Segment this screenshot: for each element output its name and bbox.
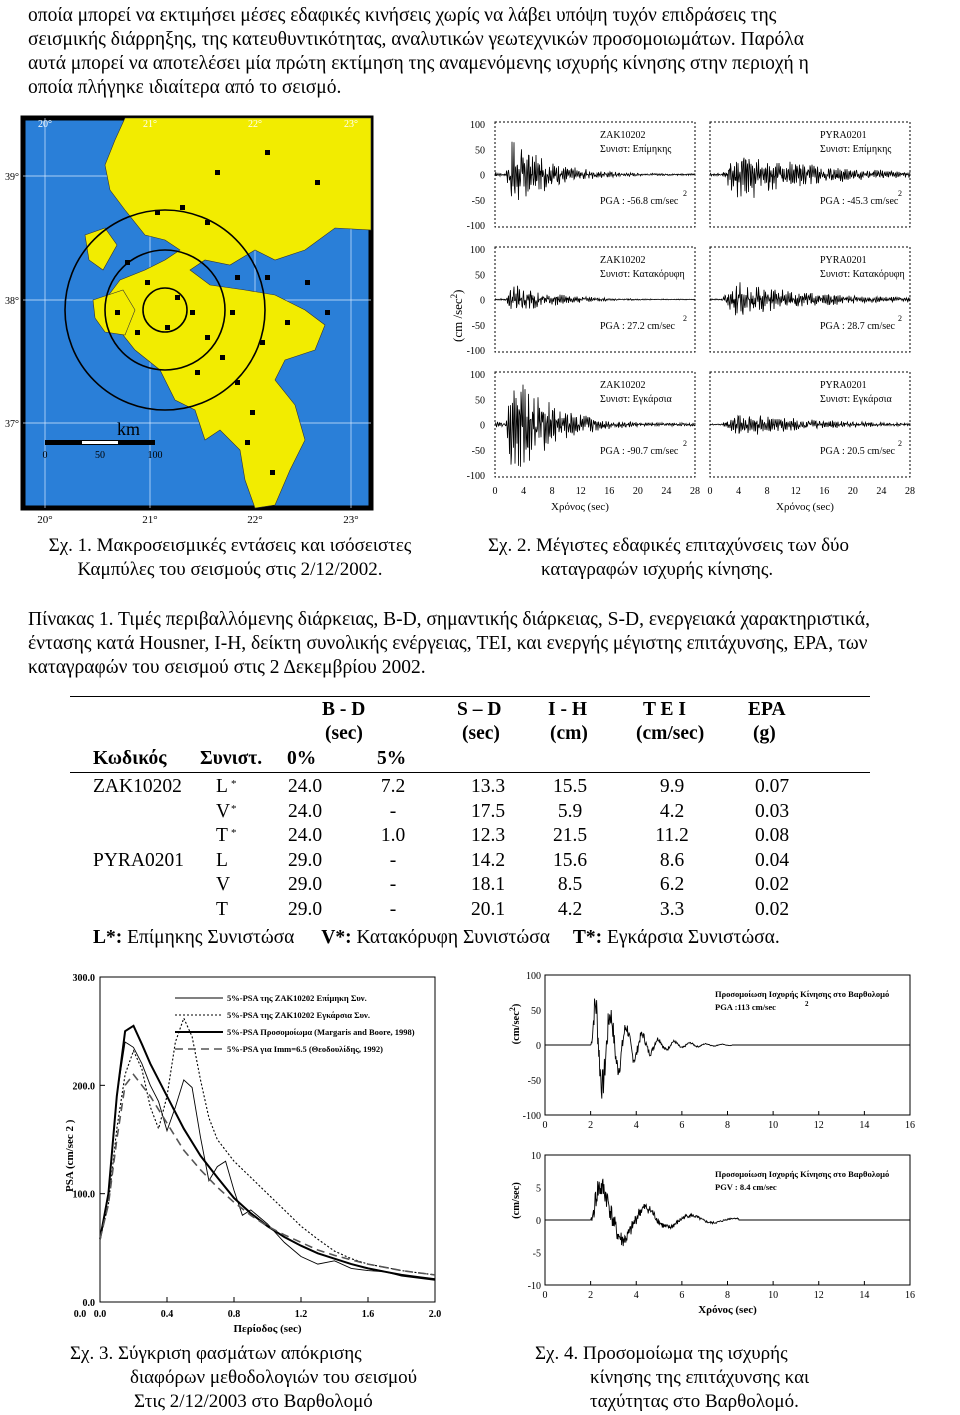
panel-component: Συνιστ: Κατακόρυφη bbox=[820, 269, 905, 280]
fig2-ytick: 100 bbox=[470, 245, 485, 256]
svg-text:20°: 20° bbox=[37, 514, 53, 526]
accelerogram-panel bbox=[710, 247, 910, 352]
svg-text:20°: 20° bbox=[38, 119, 52, 130]
psa-series-line bbox=[100, 1018, 435, 1275]
col-code: Κωδικός bbox=[93, 748, 167, 769]
cell-code: PYRA0201 bbox=[93, 849, 185, 871]
cell-star: * bbox=[231, 827, 237, 840]
simulation-xtick: 4 bbox=[633, 1290, 639, 1301]
panel-station: PYRA0201 bbox=[820, 255, 867, 266]
cell-bd0: 24.0 bbox=[288, 776, 323, 797]
fig4-caption-line-2: κίνησης της επιτάχυνσης και bbox=[590, 1367, 810, 1388]
simulation-ytick: -5 bbox=[532, 1248, 541, 1260]
fig2-ytick: 0 bbox=[480, 295, 485, 307]
fig2-xlabel-left: Χρόνος (sec) bbox=[551, 501, 609, 513]
simulation-ytick: -100 bbox=[522, 1111, 541, 1122]
simulation-ytick: 5 bbox=[536, 1183, 541, 1195]
col-sd: S – D bbox=[457, 699, 502, 720]
accelerogram-panel bbox=[495, 122, 695, 227]
table-caption-line-1: Πίνακας 1. Τιμές περιβαλλόμενης διάρκειας, B-D, σημαντικής διάρκειας, S-D, ενεργειακά χαρακτηριστικά, bbox=[28, 609, 870, 630]
fig2-xtick: 4 bbox=[736, 486, 742, 497]
fig1-caption-line-1: Σχ. 1. Μακροσεισμικές εντάσεις και ισόσειστες bbox=[48, 535, 412, 556]
table-row bbox=[0, 824, 960, 849]
fig2-xtick: 8 bbox=[764, 486, 770, 497]
fig2-ylabel: (cm $/\sec^2$) bbox=[449, 289, 465, 342]
cell-sd: 14.2 bbox=[470, 849, 506, 871]
cell-sd: 17.5 bbox=[470, 800, 506, 822]
cell-comp: L bbox=[216, 776, 228, 797]
cell-ih: 5.9 bbox=[557, 800, 583, 822]
cell-comp: T bbox=[216, 825, 228, 847]
accelerogram-figure bbox=[440, 112, 940, 522]
fig2-ytick: 0 bbox=[480, 420, 485, 432]
fig3-xtick-label: 0.4 bbox=[160, 1309, 174, 1320]
accelerogram-panel bbox=[710, 372, 910, 477]
table-row bbox=[0, 898, 960, 923]
fig2-xtick: 28 bbox=[690, 486, 700, 497]
fig2-xtick: 8 bbox=[549, 486, 555, 497]
accelerogram-panel bbox=[495, 247, 695, 352]
fig2-ytick: 100 bbox=[470, 370, 485, 381]
fig2-xtick: 4 bbox=[521, 486, 527, 497]
table-legend bbox=[93, 926, 780, 951]
fig2-caption-line-1: Σχ. 2. Μέγιστες εδαφικές επιταχύνσεις των δύο bbox=[488, 535, 849, 556]
fig2-xtick: 12 bbox=[790, 486, 801, 497]
panel-pga: PGA : -45.3 cm/sec bbox=[820, 196, 899, 207]
fig2-xtick: 20 bbox=[847, 486, 858, 497]
cell-comp: V bbox=[216, 874, 231, 896]
table-caption-line-3: καταγραφών του σεισμού στις 2 Δεκεμβρίου 2002. bbox=[28, 657, 426, 678]
fig3-xtick-label: 1.2 bbox=[294, 1309, 308, 1320]
legend-entry: 5%-PSA της ZAK10202 Επίμηκη Συν. bbox=[227, 993, 367, 1003]
fig3-ytick-label: 0.0 bbox=[82, 1298, 95, 1309]
accelerogram-panels bbox=[467, 120, 915, 497]
fig2-ytick: -100 bbox=[466, 346, 485, 357]
legend-l-key: L*: bbox=[93, 927, 123, 948]
fig2-ytick: 50 bbox=[475, 395, 485, 407]
cell-ih: 15.6 bbox=[552, 849, 588, 871]
fig2-ytick: -50 bbox=[471, 195, 485, 207]
cell-ih: 8.5 bbox=[557, 874, 583, 896]
fig3-xtick-label: 1.6 bbox=[361, 1309, 375, 1320]
accelerogram-trace bbox=[495, 286, 695, 309]
map-lon-bottom bbox=[37, 514, 358, 526]
fig3-caption-line-2: διαφόρων μεθοδολογιών του σεισμού bbox=[130, 1367, 418, 1388]
simulation-xtick: 2 bbox=[588, 1290, 594, 1301]
fig3-plot-frame bbox=[100, 977, 435, 1302]
cell-tei: 8.6 bbox=[659, 849, 685, 871]
cell-bd0: 29.0 bbox=[288, 874, 323, 896]
simulation-figure bbox=[505, 960, 945, 1325]
fig1-caption-line-2: Καμπύλες του σεισμούς στις 2/12/2002. bbox=[77, 559, 383, 580]
fig2-ytick: 0 bbox=[480, 170, 485, 182]
fig3-xtick-label-extra: 0.0 bbox=[73, 1309, 87, 1320]
svg-text:22°: 22° bbox=[247, 514, 263, 526]
cell-epa: 0.03 bbox=[754, 800, 790, 822]
isoseismal-map bbox=[5, 110, 375, 530]
fig2-xtick: 12 bbox=[575, 486, 586, 497]
simulation-ylabel: (cm/sec) bbox=[511, 1182, 522, 1219]
svg-text:21°: 21° bbox=[143, 119, 157, 130]
legend-t-key: T*: bbox=[572, 927, 603, 948]
fig2-ytick: 50 bbox=[475, 145, 485, 157]
cell-ih: 21.5 bbox=[552, 825, 588, 847]
legend-l-text: Επίμηκης Συνιστώσα bbox=[127, 927, 295, 948]
cell-epa: 0.07 bbox=[754, 776, 790, 797]
col-sd-unit: (sec) bbox=[462, 723, 500, 744]
simulation-xtick: 10 bbox=[768, 1290, 779, 1301]
panel-pga-sup: 2 bbox=[683, 189, 687, 198]
fig2-xtick: 24 bbox=[876, 486, 887, 497]
col-ih: I - H bbox=[548, 699, 587, 720]
simulation-ytick: -10 bbox=[527, 1281, 541, 1292]
col-ih-unit: (cm) bbox=[550, 723, 588, 744]
cell-bd0: 24.0 bbox=[288, 825, 323, 847]
simulation-title: Προσομοίωση Ισχυρής Κίνησης στο Βαρθολομό bbox=[715, 1169, 890, 1179]
cell-comp: V bbox=[216, 800, 231, 822]
simulation-xtick: 0 bbox=[542, 1290, 548, 1301]
fig2-ytick: -100 bbox=[466, 221, 485, 232]
accelerogram-trace bbox=[710, 158, 910, 198]
col-epa: EPA bbox=[748, 699, 786, 720]
simulation-xtick: 12 bbox=[813, 1120, 824, 1131]
simulation-xtick: 4 bbox=[633, 1120, 639, 1131]
panel-pga-sup: 2 bbox=[683, 314, 687, 323]
fig2-xlabel-right: Χρόνος (sec) bbox=[776, 501, 834, 513]
fig4-caption-line-3: ταχύτητας στο Βαρθολομό. bbox=[590, 1391, 799, 1412]
cell-epa: 0.04 bbox=[754, 849, 790, 871]
simulation-xtick: 6 bbox=[679, 1120, 685, 1131]
table-header-rule bbox=[70, 772, 870, 773]
cell-ih: 15.5 bbox=[552, 776, 588, 797]
legend-entry: 5%-PSA της ZAK10202 Εγκάρσια Συν. bbox=[227, 1010, 370, 1020]
fig2-caption bbox=[488, 534, 928, 582]
fig2-ytick: -50 bbox=[471, 445, 485, 457]
simulation-annotation-sup: 2 bbox=[805, 1000, 809, 1008]
table-top-rule bbox=[70, 696, 870, 697]
col-comp: Συνιστ. bbox=[200, 748, 263, 769]
cell-star: * bbox=[231, 802, 237, 815]
cell-sd: 13.3 bbox=[470, 776, 506, 797]
simulation-ytick: 50 bbox=[531, 1006, 541, 1017]
simulation-ytick: 10 bbox=[531, 1151, 541, 1162]
fig4-caption bbox=[535, 1342, 955, 1414]
panel-station: ZAK10202 bbox=[600, 380, 646, 391]
cell-bd0: 24.0 bbox=[288, 800, 323, 822]
fig3-ytick-label: 300.0 bbox=[72, 973, 95, 984]
col-tei-unit: (cm/sec) bbox=[636, 723, 705, 744]
panel-station: PYRA0201 bbox=[820, 380, 867, 391]
cell-bd5: - bbox=[389, 800, 397, 822]
fig3-caption bbox=[70, 1342, 470, 1414]
fig2-xtick: 28 bbox=[905, 486, 915, 497]
psa-series-line bbox=[100, 1042, 435, 1280]
panel-pga: PGA : -90.7 cm/sec bbox=[600, 446, 679, 457]
panel-pga-sup: 2 bbox=[898, 439, 902, 448]
simulation-xtick: 14 bbox=[859, 1120, 870, 1131]
cell-tei: 3.3 bbox=[659, 899, 685, 920]
panel-pga-sup: 2 bbox=[683, 439, 687, 448]
panel-pga: PGA : -56.8 cm/sec bbox=[600, 196, 679, 207]
table-row bbox=[0, 873, 960, 898]
fig3-ytick-label: 100.0 bbox=[72, 1189, 95, 1201]
intro-paragraph bbox=[28, 4, 958, 100]
col-bd-0pct: 0% bbox=[287, 748, 317, 769]
fig2-xtick: 16 bbox=[604, 486, 615, 497]
scale-tick-100: 100 bbox=[147, 450, 163, 461]
cell-bd5: - bbox=[389, 899, 397, 920]
table-caption-line-2: έντασης κατά Housner, I-H, δείκτη συνολικής ενέργειας, TEI, και ενεργής μέγιστης επιτάχυνσης, EPA, των bbox=[28, 633, 868, 654]
simulation-xtick: 8 bbox=[725, 1120, 730, 1131]
col-bd-5pct: 5% bbox=[377, 748, 407, 769]
svg-text:23°: 23° bbox=[343, 514, 359, 526]
fig2-xtick: 20 bbox=[632, 486, 643, 497]
panel-pga-sup: 2 bbox=[898, 314, 902, 323]
cell-comp: T bbox=[216, 899, 228, 920]
simulation-ylabel: $(cm/\sec^2)$ bbox=[508, 1003, 522, 1045]
cell-epa: 0.02 bbox=[754, 874, 790, 896]
simulation-ytick: 100 bbox=[526, 971, 541, 982]
simulation-xtick: 8 bbox=[725, 1290, 730, 1301]
cell-sd: 20.1 bbox=[470, 899, 506, 920]
legend-v-key: V*: bbox=[321, 927, 352, 948]
table-row bbox=[0, 800, 960, 825]
cell-bd0: 29.0 bbox=[288, 849, 323, 871]
cell-comp: L bbox=[216, 849, 228, 871]
cell-tei: 6.2 bbox=[659, 874, 685, 896]
cell-epa: 0.08 bbox=[754, 825, 790, 847]
cell-bd5: 7.2 bbox=[380, 776, 406, 797]
simulation-panel bbox=[508, 971, 915, 1131]
cell-tei: 4.2 bbox=[659, 800, 685, 822]
fig2-xtick: 0 bbox=[707, 486, 713, 497]
intro-line-1: οποία μπορεί να εκτιμήσει μέσες εδαφικές κινήσεις χωρίς να λάβει υπόψη τυχόν επιδράσεις της bbox=[28, 5, 777, 26]
fig2-caption-line-2: καταγραφών ισχυρής κίνησης. bbox=[541, 559, 774, 580]
simulation-xlabel: Χρόνος (sec) bbox=[698, 1304, 757, 1316]
panel-pga: PGA : 27.2 cm/sec bbox=[600, 321, 675, 332]
intro-line-2: σεισμικής διάρρηξης, της κατευθυντικότητας, αναλυτικών γεωτεχνικών προσομοιωμάτων. Παρόλα bbox=[28, 29, 804, 50]
panel-component: Συνιστ: Κατακόρυφη bbox=[600, 269, 685, 280]
table-caption bbox=[28, 608, 958, 680]
simulation-ytick: 0 bbox=[536, 1041, 541, 1052]
svg-text:23°: 23° bbox=[344, 119, 358, 130]
panel-station: PYRA0201 bbox=[820, 130, 867, 141]
cell-ih: 4.2 bbox=[557, 899, 583, 920]
accelerogram-panel bbox=[495, 372, 695, 477]
cell-sd: 18.1 bbox=[470, 874, 506, 896]
cell-sd: 12.3 bbox=[470, 825, 506, 847]
panel-component: Συνιστ: Επίμηκης bbox=[600, 144, 672, 155]
svg-text:38°: 38° bbox=[5, 296, 19, 307]
fig3-xtick-label: 2.0 bbox=[428, 1309, 442, 1320]
simulation-xtick: 16 bbox=[905, 1120, 915, 1131]
cell-star: * bbox=[231, 778, 237, 790]
cell-bd5: 1.0 bbox=[380, 825, 406, 847]
fig4-caption-line-1: Σχ. 4. Προσομοίωμα της ισχυρής bbox=[535, 1343, 788, 1364]
legend-entry: 5%-PSA Προσομοίωμα (Margaris and Boore, 1998) bbox=[227, 1027, 415, 1037]
fig2-xtick: 0 bbox=[492, 486, 498, 497]
fig2-ytick: -50 bbox=[471, 320, 485, 332]
fig2-ytick: 100 bbox=[470, 120, 485, 131]
accelerogram-panel bbox=[710, 122, 910, 227]
fig3-caption-line-3: Στις 2/12/2003 στο Βαρθολομό bbox=[134, 1391, 373, 1412]
cell-code: ZAK10202 bbox=[93, 776, 182, 797]
simulation-trace bbox=[545, 999, 910, 1099]
fig3-xtick-label: 0.8 bbox=[227, 1309, 241, 1320]
simulation-xtick: 6 bbox=[679, 1290, 685, 1301]
cell-bd0: 29.0 bbox=[288, 899, 323, 920]
col-bd: B - D bbox=[322, 699, 366, 720]
fig3-xlabel: Περίοδος (sec) bbox=[233, 1323, 302, 1335]
panel-station: ZAK10202 bbox=[600, 130, 646, 141]
fig3-ylabel: PSA (cm/sec 2 ) bbox=[64, 1119, 76, 1192]
fig2-xtick: 24 bbox=[661, 486, 672, 497]
fig3-caption-line-1: Σχ. 3. Σύγκριση φασμάτων απόκρισης bbox=[70, 1343, 362, 1364]
panel-pga: PGA : 28.7 cm/sec bbox=[820, 321, 895, 332]
results-table bbox=[0, 696, 960, 956]
table-row bbox=[0, 849, 960, 874]
col-bd-unit: (sec) bbox=[325, 723, 363, 744]
cell-bd5: - bbox=[389, 874, 397, 896]
panel-component: Συνιστ: Επίμηκης bbox=[820, 144, 892, 155]
col-tei: T E I bbox=[643, 699, 686, 720]
cell-tei: 11.2 bbox=[655, 825, 689, 847]
panel-station: ZAK10202 bbox=[600, 255, 646, 266]
psa-series-line bbox=[100, 1026, 435, 1280]
cell-bd5: - bbox=[389, 849, 397, 871]
panel-component: Συνιστ: Εγκάρσια bbox=[820, 394, 892, 405]
panel-component: Συνιστ: Εγκάρσια bbox=[600, 394, 672, 405]
simulation-xtick: 12 bbox=[813, 1290, 824, 1301]
fig2-xtick: 16 bbox=[819, 486, 830, 497]
intro-line-3: αυτά μπορεί να αποτελέσει μία πρώτη εκτίμηση της αναμενόμενης ισχυρής κίνησης στην περιοχή η bbox=[28, 53, 809, 74]
simulation-annotation: PGA :113 cm/sec bbox=[715, 1002, 776, 1012]
simulation-xtick: 14 bbox=[859, 1290, 870, 1301]
scale-tick-50: 50 bbox=[95, 450, 105, 461]
fig1-caption bbox=[30, 534, 430, 582]
simulation-xtick: 16 bbox=[905, 1290, 915, 1301]
legend-t-text: Εγκάρσια Συνιστώσα. bbox=[606, 927, 780, 948]
simulation-ytick: -50 bbox=[527, 1076, 541, 1087]
accelerogram-trace bbox=[710, 415, 910, 434]
scale-unit: km bbox=[117, 419, 141, 439]
accelerogram-trace bbox=[710, 282, 910, 315]
svg-text:22°: 22° bbox=[248, 119, 262, 130]
fig2-ytick: -100 bbox=[466, 471, 485, 482]
fig3-xtick-label: 0.0 bbox=[93, 1309, 107, 1320]
svg-text:21°: 21° bbox=[142, 514, 158, 526]
panel-pga-sup: 2 bbox=[898, 189, 902, 198]
fig2-ytick: 50 bbox=[475, 270, 485, 282]
legend-v-text: Κατακόρυφη Συνιστώσα bbox=[356, 927, 550, 948]
svg-text:37°: 37° bbox=[5, 419, 19, 430]
cell-tei: 9.9 bbox=[659, 776, 685, 797]
map-lat-left bbox=[5, 172, 19, 430]
col-epa-unit: (g) bbox=[753, 723, 776, 744]
simulation-xtick: 0 bbox=[542, 1120, 548, 1131]
simulation-xtick: 10 bbox=[768, 1120, 779, 1131]
simulation-title: Προσομοίωση Ισχυρής Κίνησης στο Βαρθολομό bbox=[715, 989, 890, 999]
simulation-ytick: 0 bbox=[536, 1216, 541, 1227]
simulation-annotation: PGV : 8.4 cm/sec bbox=[715, 1182, 777, 1192]
simulation-panel bbox=[511, 1151, 915, 1316]
response-spectra-chart bbox=[55, 965, 455, 1340]
fig3-ytick-label: 200.0 bbox=[72, 1081, 95, 1093]
simulation-xtick: 2 bbox=[588, 1120, 594, 1131]
legend-entry: 5%-PSA για Imm=6.5 (Θεοδουλίδης, 1992) bbox=[227, 1044, 383, 1054]
scale-tick-0: 0 bbox=[42, 450, 48, 461]
intro-line-4: οποία πλήγηκε ιδιαίτερα από το σεισμό. bbox=[28, 77, 342, 98]
cell-epa: 0.02 bbox=[754, 899, 790, 920]
svg-text:39°: 39° bbox=[5, 172, 19, 183]
table-row bbox=[0, 775, 960, 800]
panel-pga: PGA : 20.5 cm/sec bbox=[820, 446, 895, 457]
